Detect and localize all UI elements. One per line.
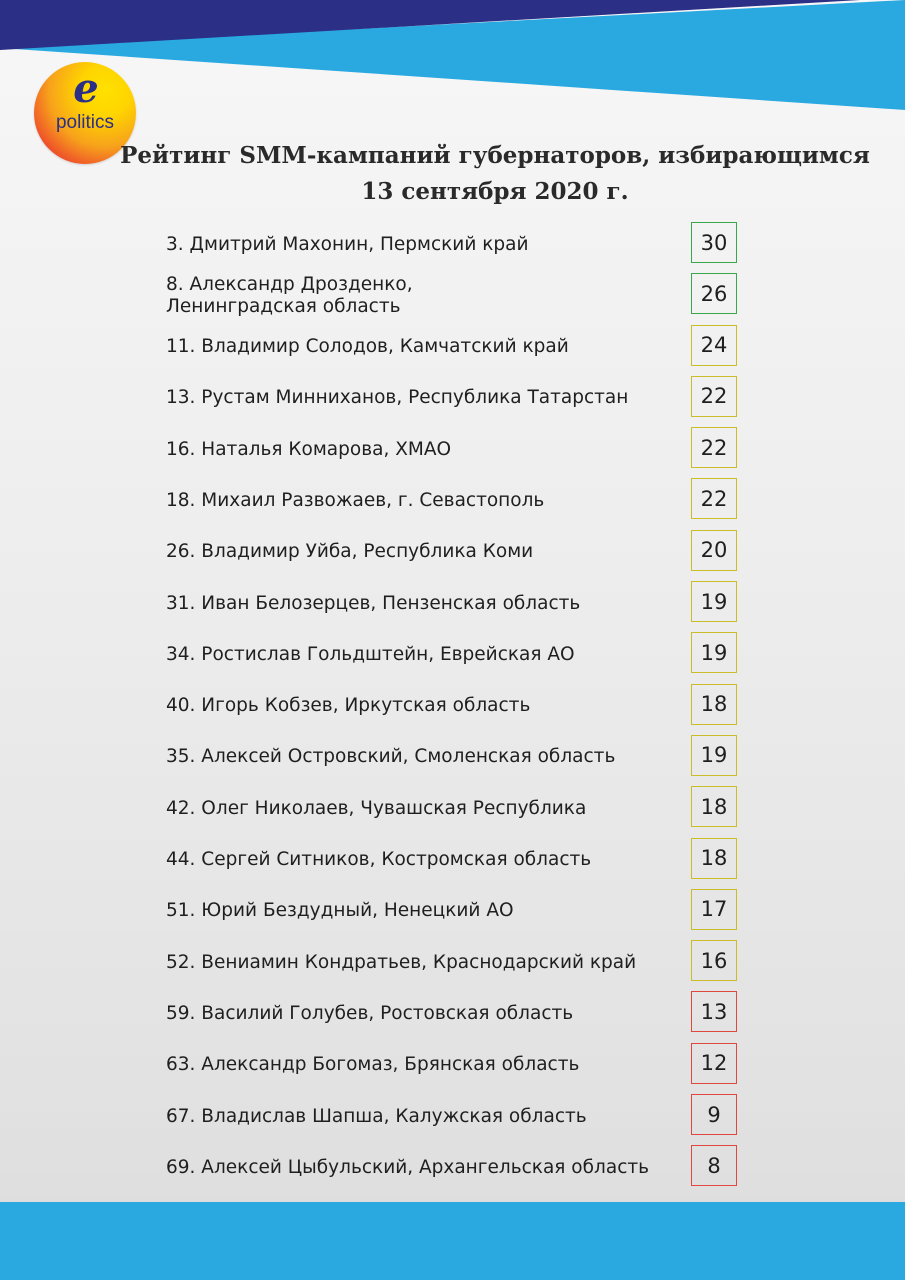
list-item: [166, 322, 746, 373]
governor-name: 26. Владимир Уйба, Республика Коми: [166, 541, 534, 563]
governor-name: 31. Иван Белозерцев, Пензенская область: [166, 592, 581, 614]
governor-name: 13. Рустам Минниханов, Республика Татарстан: [166, 387, 629, 409]
score-box: 18: [691, 838, 737, 879]
score-box: 18: [691, 786, 737, 827]
list-item: [166, 1040, 746, 1091]
list-item: [166, 578, 746, 629]
list-item: [166, 732, 746, 783]
governor-name: 35. Алексей Островский, Смоленская область: [166, 746, 616, 768]
score-box: 22: [691, 376, 737, 417]
governor-name: 59. Василий Голубев, Ростовская область: [166, 1002, 574, 1024]
score-box: 16: [691, 940, 737, 981]
score-box: 20: [691, 530, 737, 571]
list-item: [166, 988, 746, 1039]
governor-name: 52. Вениамин Кондратьев, Краснодарский край: [166, 951, 637, 973]
page-title: Рейтинг SMM-кампаний губернаторов, избирающимся 13 сентября 2020 г.: [120, 142, 870, 205]
score-box: 22: [691, 478, 737, 519]
list-item: [166, 270, 746, 321]
list-item: [166, 886, 746, 937]
governor-name: 42. Олег Николаев, Чувашская Республика: [166, 797, 587, 819]
governor-name: 18. Михаил Развожаев, г. Севастополь: [166, 489, 545, 511]
governor-name: 34. Ростислав Гольдштейн, Еврейская АО: [166, 643, 575, 665]
score-box: 26: [691, 273, 737, 314]
score-box: 19: [691, 581, 737, 622]
governor-name: 63. Александр Богомаз, Брянская область: [166, 1054, 580, 1076]
list-item: [166, 1091, 746, 1142]
score-box: 12: [691, 1043, 737, 1084]
top-banner: [0, 0, 905, 110]
list-item: [166, 373, 746, 424]
list-item: [166, 835, 746, 886]
governor-name: 8. Александр Дрозденко, Ленинградская область: [166, 273, 413, 317]
score-box: 22: [691, 427, 737, 468]
list-item: [166, 424, 746, 475]
bottom-band: [0, 1202, 905, 1280]
list-item: [166, 937, 746, 988]
rating-list: [166, 219, 746, 1194]
governor-name: 40. Игорь Кобзев, Иркутская область: [166, 695, 531, 717]
score-box: 24: [691, 325, 737, 366]
score-box: 9: [691, 1094, 737, 1135]
score-box: 8: [691, 1145, 737, 1186]
list-item: [166, 681, 746, 732]
score-box: 13: [691, 991, 737, 1032]
governor-name: 69. Алексей Цыбульский, Архангельская область: [166, 1156, 650, 1178]
logo-letter: e: [73, 65, 99, 112]
score-box: 30: [691, 222, 737, 263]
governor-name: 16. Наталья Комарова, ХМАО: [166, 438, 452, 460]
governor-name: 44. Сергей Ситников, Костромская область: [166, 849, 592, 871]
list-item: [166, 629, 746, 680]
governor-name: 51. Юрий Бездудный, Ненецкий АО: [166, 900, 514, 922]
list-item: [166, 783, 746, 834]
list-item: [166, 219, 746, 270]
governor-name: 3. Дмитрий Махонин, Пермский край: [166, 233, 529, 255]
list-item: [166, 475, 746, 526]
score-box: 17: [691, 889, 737, 930]
score-box: 19: [691, 735, 737, 776]
governor-name: 67. Владислав Шапша, Калужская область: [166, 1105, 587, 1127]
score-box: 18: [691, 684, 737, 725]
list-item: [166, 1142, 746, 1193]
logo-word: politics: [55, 112, 115, 133]
list-item: [166, 527, 746, 578]
score-box: 19: [691, 632, 737, 673]
governor-name: 11. Владимир Солодов, Камчатский край: [166, 336, 569, 358]
